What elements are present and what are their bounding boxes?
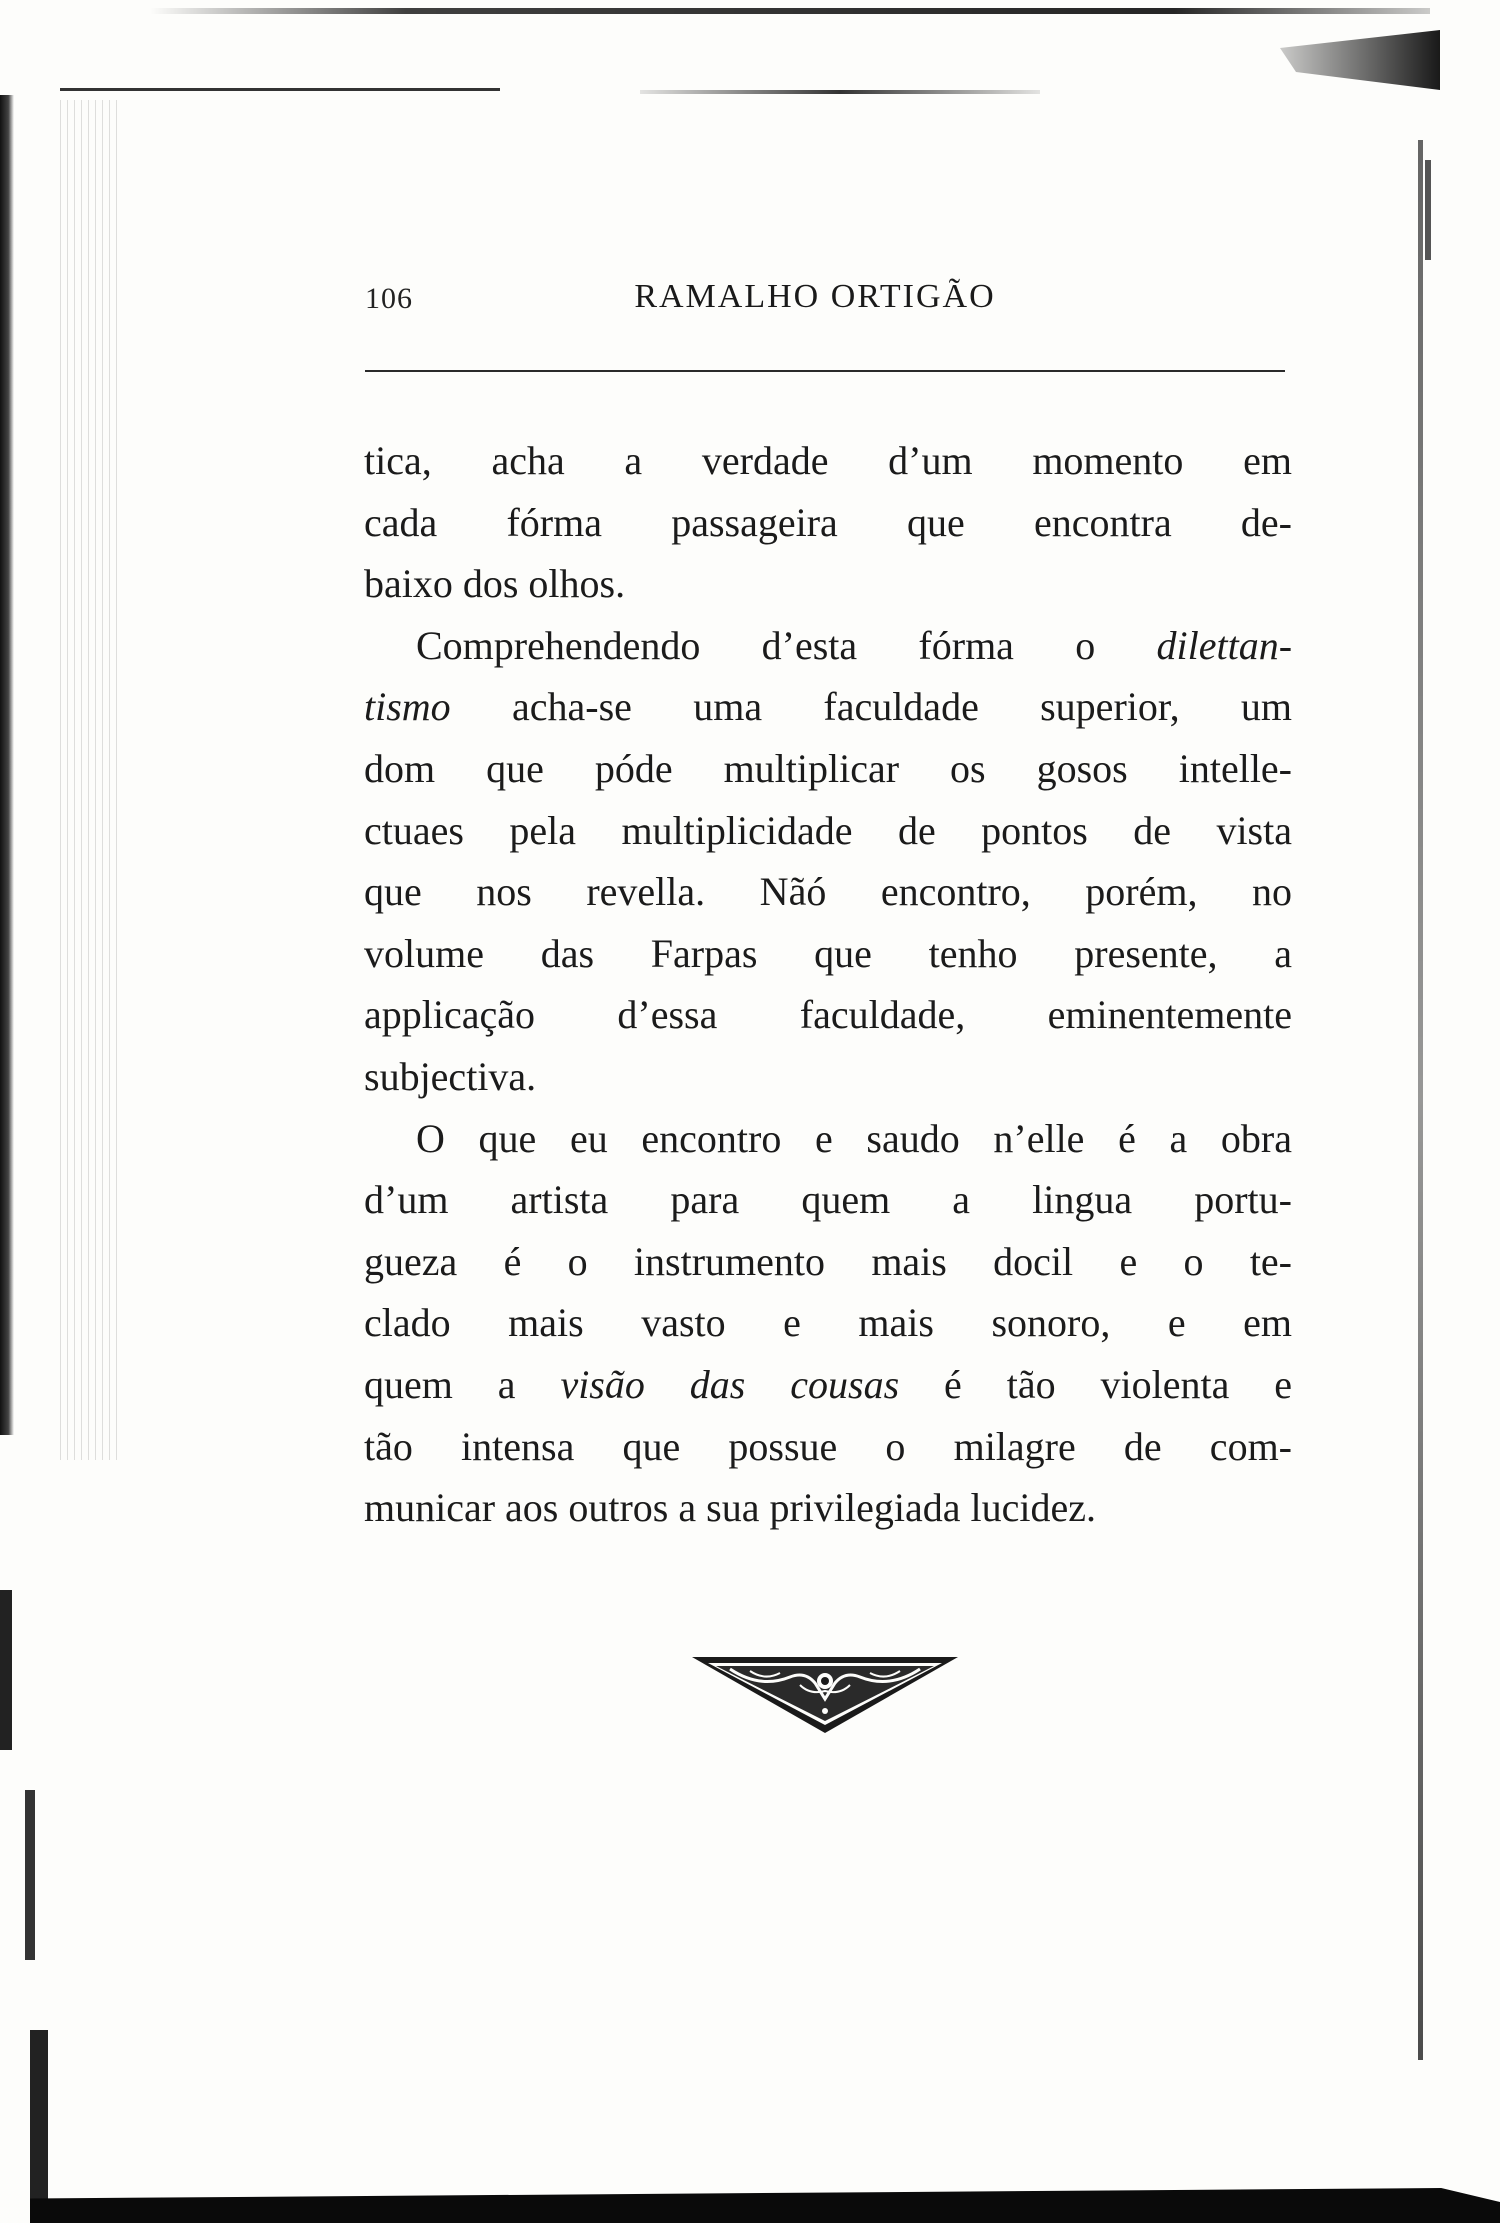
text-line: O que eu encontro e saudo n’elle é a obra (416, 1115, 1292, 1161)
text-line: dom que póde multiplicar os gosos intelle- (364, 745, 1292, 791)
text-line (364, 676, 1292, 738)
text-line: que nos revella. Nãó encontro, porém, no (364, 869, 1292, 915)
text-line: gueza é o instrumento mais docil e o te- (364, 1238, 1292, 1284)
text-line: cada fórma passageira que encontra de- (364, 499, 1292, 545)
text-line (364, 1354, 1292, 1416)
italic-term: visão das cousas (560, 1361, 900, 1407)
running-head-title: RAMALHO ORTIGÃO (634, 278, 996, 315)
text-line: municar aos outros a sua privilegiada lucidez. (364, 1485, 1096, 1531)
tailpiece-ornament (690, 1655, 960, 1735)
text-line: baixo dos olhos. (364, 561, 626, 607)
body-text (364, 430, 1292, 1539)
scan-edge-top-left (60, 88, 500, 91)
text-line: volume das Farpas que tenho presente, a (364, 930, 1292, 976)
page-number: 106 (365, 282, 413, 315)
text-segment: Comprehendendo d’esta fórma o (416, 622, 1096, 668)
header-rule (365, 370, 1285, 372)
text-line: applicação d’essa faculdade, eminentemente (364, 992, 1292, 1038)
scan-edge-right (1418, 140, 1423, 2060)
text-segment: acha-se uma faculdade superior, um (512, 684, 1293, 730)
text-line: clado mais vasto e mais sonoro, e em (364, 1300, 1292, 1346)
italic-term: tismo (364, 684, 451, 730)
text-line (364, 615, 1292, 677)
text-line: subjectiva. (364, 1053, 537, 1099)
scan-edge-bottom (30, 2188, 1500, 2223)
text-segment: quem a (364, 1361, 516, 1407)
scan-edge-left-bottom (30, 2030, 48, 2200)
scan-edge-right-mark (1425, 160, 1431, 260)
text-line: tão intensa que possue o milagre de com- (364, 1423, 1292, 1469)
text-line: tica, acha a verdade d’um momento em (364, 438, 1292, 483)
scan-edge-top-center (640, 90, 1040, 94)
italic-term: dilettan- (1156, 622, 1293, 668)
text-segment: é tão violenta e (944, 1361, 1292, 1407)
scan-page-stack-left (60, 100, 120, 1460)
scan-edge-top (150, 8, 1430, 14)
text-line: d’um artista para quem a lingua portu- (364, 1177, 1292, 1223)
scan-corner-top-right (1280, 30, 1440, 90)
text-line: ctuaes pela multiplicidade de pontos de vista (364, 807, 1292, 853)
scan-edge-left-lower (0, 1590, 12, 1750)
scan-edge-left (0, 95, 14, 1435)
scan-edge-left-lower-2 (25, 1790, 35, 1960)
running-header (365, 278, 1285, 328)
